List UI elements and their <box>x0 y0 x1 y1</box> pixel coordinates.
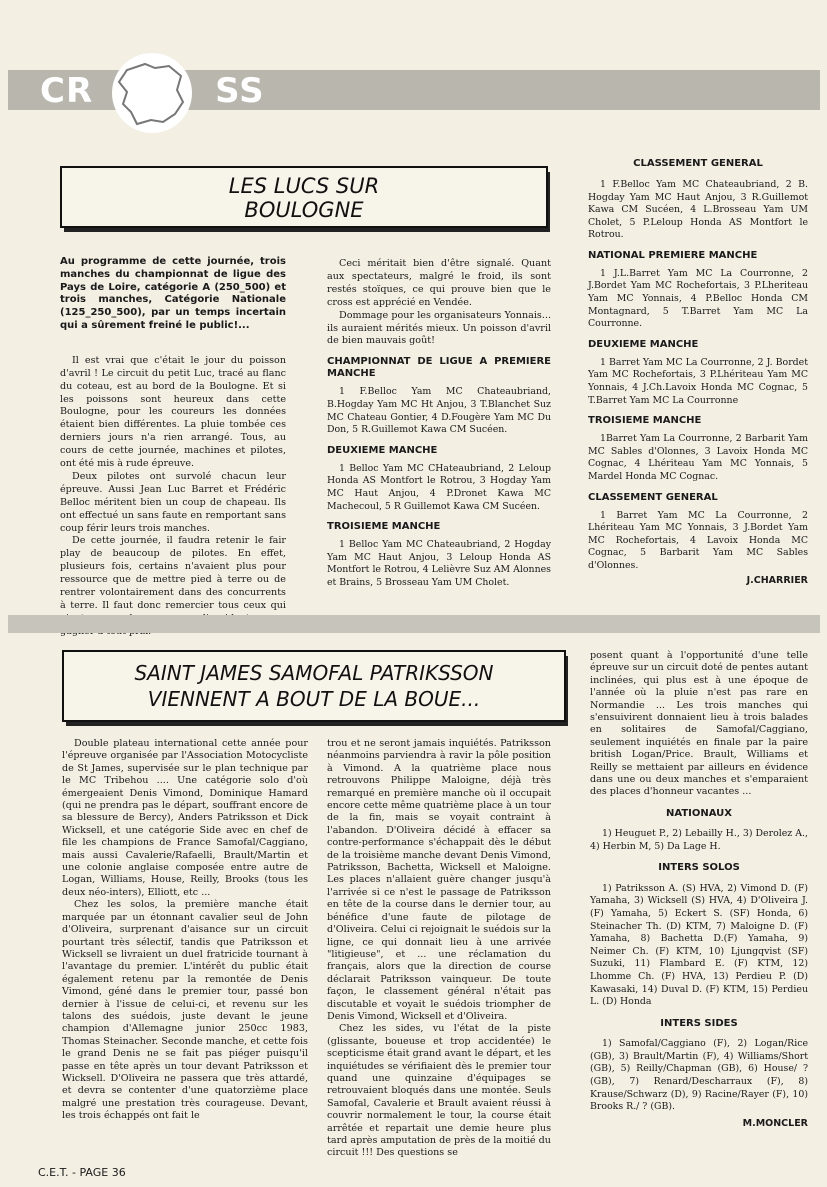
cross-logo <box>40 66 265 116</box>
article2-column-2 <box>327 738 551 1160</box>
article1-column-3 <box>588 158 808 587</box>
national-manche2-heading: DEUXIEME MANCHE <box>588 338 699 350</box>
inters-solos-results: 1) Patriksson A. (S) HVA, 2) Vimond D. (F) Yamaha, 3) Wicksell (S) HVA, 4) D'Oliveira J. (F) Yamaha, 5) Eckert S. (SF) Honda, 6) Steinacher Th. (D) KTM, 7) Maloigne D. (F) Yamaha, 8) Bachetta D.(F) Yamaha, 9) Neimer Ch. (F) KTM, 10) Ljungqvist (SF) Suzuki, 11) Flambard E. (F) KTM, 12) Lhomme Ch. (F) HVA, 13) Perdieu P. (D) Kawasaki, 14) Duval D. (F) KTM, 15) Perdieu L. (D) Honda <box>590 882 808 1008</box>
article1-title-line1: LES LUCS SUR <box>228 174 380 198</box>
classement2-heading: CLASSEMENT GENERAL <box>588 491 718 503</box>
logo-text-left: CR <box>40 71 94 111</box>
article2-title-line1: SAINT JAMES SAMOFAL PATRIKSSON <box>134 661 494 685</box>
article1-paragraph: De cette journée, il faudra retenir le fair play de beaucoup de pilotes. En effet, plusieurs fois, certains n'avaient plus pour ressource que de mettre pied à terre ou de rentrer volontairement dans des concurrents à terre. Il faut donc remercier tous ceux qui <box>60 535 286 611</box>
ligue-manche2-results: 1 Belloc Yam MC CHateaubriand, 2 Leloup Honda AS Montfort le Rotrou, 3 Hogday Yam MC Haut Anjou, 4 P.Dronet Kawa MC Machecoul, 5 R Guillemot Kawa CM Sucéen. <box>327 462 551 512</box>
nationaux-results: 1) Heuguet P., 2) Lebailly H., 3) Derolez A., 4) Herbin M, 5) Da Lage H. <box>590 828 808 852</box>
article2-title-box <box>62 650 566 722</box>
article1-paragraph: Il est vrai que c'était le jour du poisson d'avril ! Le circuit du petit Luc, tracé au flanc du coteau, est au bord de la Boulogne. Et si les poissons sont heureux dans cette Boulogne, pour les coureurs les données étaient bien différentes. La pluie tombée ces derniers jours n'a rien arrangé. Tous, au cours de cette journée, machines et pilotes, ont été mis à rude épreuve. <box>60 354 286 470</box>
divider-band <box>8 615 820 633</box>
national-heading: NATIONAL PREMIERE MANCHE <box>588 249 758 261</box>
national-manche2-results: 1 Barret Yam MC La Courronne, 2 J. Bordet Yam MC Rochefortais, 3 P.Lhériteau Yam MC Yonnais, 4 J.Ch.Lavoix Honda MC Cognac, 5 T.Barret Yam MC La Courronne <box>588 356 808 406</box>
article1-title-line2: BOULOGNE <box>244 198 364 222</box>
inters-solos-heading: INTERS SOLOS <box>658 862 740 874</box>
ligue-manche3-results: 1 Belloc Yam MC Chateaubriand, 2 Hogday Yam MC Haut Anjou, 3 Leloup Honda AS Montfort le Rotrou, 4 Lelièvre Suz AM Alonnes et Brains, 5 Brosseau Yam UM Cholet. <box>327 539 551 588</box>
article2-signature: M.MONCLER <box>742 1117 808 1129</box>
article2-paragraph: trou et ne seront jamais inquiétés. Patriksson néanmoins parviendra à ravir la pôle position à Vimond. A la quatrième place nous retrouvons Philippe Maloigne, déjà très remarqué en première manche où il occupait encore cette même quatrième place à un tour de la fin, mais se voyait contraint à l'abandon. D'Oliveira décidé à effacer sa contre-performance s'échappait dès le début de la troisième manche devant Denis Vimond, Patriksson, Bachetta, Wicksell et Maloigne. Les places n'allaient guère changer jusqu'à l'arrivée si ce n'est le passage de Patriksson en tête de la course dans le dernier tour, au bénéfice d'une faute de pilotage de d'Oliveira. Celui ci rejoignait le suédois sur la ligne, ce qui donnait lieu à une arrivée "litigieuse", et ... une réclamation du français, alors que la direction de course déclarait Patriksson vainqueur. De toute façon, le classement général n'était pas discutable et voyait le suédois triompher de Denis Vimond, Wicksell et d'Oliveira. <box>327 738 551 1022</box>
article1-signature: J.CHARRIER <box>746 574 808 586</box>
article1-column-2 <box>327 258 551 589</box>
nationaux-heading: NATIONAUX <box>665 807 732 819</box>
article1-column-1 <box>60 256 286 639</box>
classement1-results: 1 F.Belloc Yam MC Chateaubriand, 2 B. Hogday Yam MC Haut Anjou, 3 R.Guillemot Kawa CM Sucéen, 4 L.Brosseau Yam UM Cholet, 5 P.Leloup Honda AS Montfort le Rotrou. <box>588 178 808 241</box>
classement2-results: 1 Barret Yam MC La Courronne, 2 Lhériteau Yam MC Yonnais, 3 J.Bordet Yam MC Rochefortais, 4 Lavoix Honda MC Cognac, 5 Barbarit Yam MC Sables d'Olonnes. <box>588 509 808 571</box>
article1-paragraph: Deux pilotes ont survolé chacun leur épreuve. Aussi Jean Luc Barret et Frédéric Belloc méritent bien un coup de chapeau. Ils ont effectué un sans faute en remportant sans coup férir leurs trois manches. <box>60 470 286 534</box>
logo-text-right: SS <box>215 71 265 111</box>
article2-paragraph: Chez les sides, vu l'état de la piste (glissante, boueuse et trop accidentée) le scepticisme était grand avant le départ, et les inquiétudes se vérifiaient dès le premier tour quand une quinzaine d'équipages se retrouvaient bloqués dans une montée. Seuls Samofal, Cavalerie et Brault avaient réussi à couvrir normalement le tour, la course était arrêtée et repartait une demie heure plus tard après amputation de près de la moitié du circuit !!! Des questions se <box>327 1023 551 1159</box>
article2-title-line2: VIENNENT A BOUT DE LA BOUE... <box>147 687 481 711</box>
article2-paragraph: Double plateau international cette année pour l'épreuve organisée par l'Association Motocycliste de St James, supervisée sur le plan technique par le MC Tribehou .... Une catégorie solo d'où émergeaient Denis Vimond, Dominique Hamard (qui ne prendra pas le départ, souffrant encore de sa blessure de Bercy), Anders Patriksson et Dick Wicksell, et une catégorie Side avec en chef de file les champions de France Samofal/Caggiano, mais aussi Cavalerie/Rafaelli, Brault/Martin et une colonie anglaise composée entre autre de Logan, Williams, House, Reilly, Brooks (tous les deux néo-inters), Elliott, etc ... <box>62 738 308 898</box>
article1-title-box <box>60 166 548 228</box>
article2-paragraph: Chez les solos, la première manche était marquée par un étonnant cavalier seul de John d'Oliveira, surprenant d'aisance sur un circuit pourtant très sélectif, tandis que Patriksson et Wicksell se livraient un duel fratricide tournant à l'avantage du premier. L'intérêt du public était également retenu par la remontée de Denis Vimond, géné dans le premier tour, passé bon dernier à l'issue de celui-ci, et revenu sur les talons des suédois, juste devant le jeune champion d'Allemagne junior 250cc 1983, Thomas Steinacher. Seconde manche, et cette fois le grand Denis ne se fait pas piéger puisqu'il passe en tête après un tour devant Patriksson et Wicksell. D'Oliveira ne passera que très attardé, et devra se contenter d'une quatorzième place malgré une prestation très courageuse. Devant, les trois échappés ont fait le <box>62 899 308 1122</box>
ligue-manche2-heading: DEUXIEME MANCHE <box>327 444 438 456</box>
article1-paragraph: Ceci méritait bien d'être signalé. Quant aux spectateurs, malgré le froid, ils sont restés stoïques, ce qui prouve bien que le cross est apprécié en Vendée. <box>327 258 551 308</box>
article2-paragraph: posent quant à l'opportunité d'une telle épreuve sur un circuit doté de pentes autant inclinées, qui plus est à une époque de l'année où la pluie n'est pas rare en Normandie ... Les trois manches qui s'ensuivirent donnaient lieu à trois balades en solitaires de Samofal/Caggiano, seulement inquiétés en finale par la paire british Logan/Price. Brault, Williams et Reilly se mettaient par ailleurs en évidence dans une ou deux manches et s'emparaient des places d'honneur vacantes ... <box>590 650 808 798</box>
page-footer: C.E.T. - PAGE 36 <box>38 1166 126 1179</box>
national-manche1-results: 1 J.L.Barret Yam MC La Courronne, 2 J.Bordet Yam MC Rochefortais, 3 P.Lheriteau Yam MC Yonnais, 4 P.Belloc Honda CM Montagnard, 5 T.Barret Yam MC La Courronne. <box>588 267 808 330</box>
inters-sides-heading: INTERS SIDES <box>660 1017 738 1029</box>
france-map-icon <box>97 52 207 134</box>
article1-paragraph: Dommage pour les organisateurs Yonnais... ils auraient mérités mieux. Un poisson d'avril de bien mauvais goût! <box>327 309 551 347</box>
inters-sides-results: 1) Samofal/Caggiano (F), 2) Logan/Rice (GB), 3) Brault/Martin (F), 4) Williams/Short (GB), 5) Reilly/Chapman (GB), 6) House/ ? (GB), 7) Renard/Descharraux (F), 8) Krause/Schwarz (D), 9) Racine/Rayer (F), 10) Brooks R./ ? (GB). <box>590 1038 808 1113</box>
article2-column-3 <box>590 650 808 1130</box>
ligue-heading: CHAMPIONNAT DE LIGUE A PREMIERE MANCHE <box>327 356 551 380</box>
ligue-manche3-heading: TROISIEME MANCHE <box>327 521 441 533</box>
national-manche3-heading: TROISIEME MANCHE <box>588 415 702 427</box>
classement1-heading: CLASSEMENT GENERAL <box>633 158 763 169</box>
article1-intro: Au programme de cette journée, trois manches du championnat de ligue des Pays de Loire, catégorie A (250_500) et trois manches, Catégorie Nationale (125_250_500), par un temps incertain qui a sûrement freiné le public!... <box>60 256 286 331</box>
ligue-manche1-results: 1 F.Belloc Yam MC Chateaubriand, B.Hogday Yam MC Ht Anjou, 3 T.Blanchet Suz MC Chateau Gontier, 4 D.Fougère Yam MC Du Don, 5 R.Guillemot Kawa CM Sucéen. <box>327 386 551 436</box>
article2-column-1 <box>62 738 308 1123</box>
national-manche3-results: 1Barret Yam La Courronne, 2 Barbarit Yam MC Sables d'Olonnes, 3 Lavoix Honda MC Cognac, 4 Lhériteau Yam MC Yonnais, 5 Mardel Honda MC Cognac. <box>588 433 808 482</box>
